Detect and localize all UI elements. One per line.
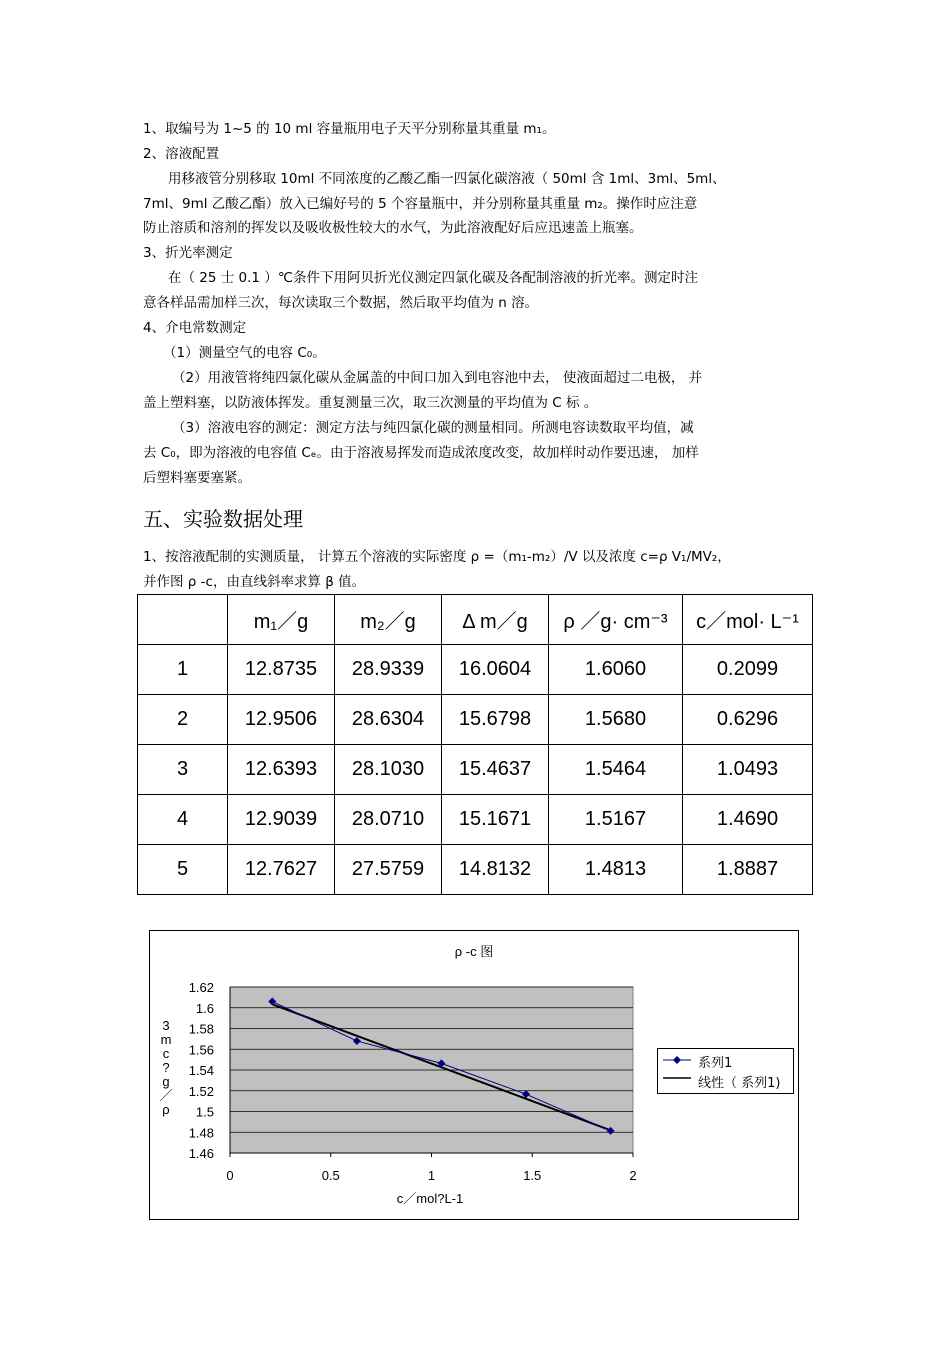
y-axis-label: 3 m c ? g ／ ρ	[159, 1018, 173, 1117]
table-cell: 15.1671	[442, 795, 549, 845]
table-cell: 15.6798	[442, 695, 549, 745]
step-2-line-1: 用移液管分别移取 10ml 不同浓度的乙酸乙酯一四氯化碳溶液（ 50ml 含 1ml、3ml、5ml、	[168, 171, 726, 187]
x-tick-label: 2	[629, 1168, 637, 1183]
x-axis-label: c／mol?L-1	[396, 1191, 464, 1206]
table-cell: 1	[138, 645, 228, 695]
table-cell: 16.0604	[442, 645, 549, 695]
step-4-line-3: 盖上塑料塞，以防液体挥发。重复测量三次，取三次测量的平均值为 C 标 。	[143, 395, 598, 411]
step-4-line-1: （1）测量空气的电容 C₀。	[163, 345, 326, 361]
table-cell: 15.4637	[442, 745, 549, 795]
step-4-title: 4、介电常数测定	[143, 320, 247, 336]
step-2-line-2: 7ml、9ml 乙酸乙酯）放入已编好号的 5 个容量瓶中，并分别称量其重量 m₂。操作时应注意	[143, 196, 698, 212]
section-5-line-1: 1、按溶液配制的实测质量， 计算五个溶液的实际密度 ρ =（m₁-m₂）/V 以及浓度 c=ρ V₁/MV₂，	[143, 549, 731, 565]
section-5-line-2: 并作图 ρ -c，由直线斜率求算 β 值。	[143, 574, 366, 590]
table-cell: 12.6393	[228, 745, 335, 795]
header-cell: ρ ／g· cm⁻³	[549, 595, 683, 645]
table-cell: 28.1030	[335, 745, 442, 795]
header-cell: Δ m／g	[442, 595, 549, 645]
legend-trendline-marker	[662, 1075, 692, 1081]
y-tick-label: 1.56	[188, 1042, 214, 1058]
x-tick-label: 0	[226, 1168, 234, 1183]
header-cell: m₁／g	[228, 595, 335, 645]
x-tick-label: 1	[427, 1168, 436, 1183]
step-4-line-5: 去 C₀，即为溶液的电容值 Cₑ。由于溶液易挥发而造成浓度改变，故加样时动作要迅速， 加样	[143, 445, 699, 461]
table-cell: 5	[138, 845, 228, 895]
y-tick-label: 1.5	[195, 1104, 214, 1120]
header-cell: c／mol· L⁻¹	[683, 595, 813, 645]
legend-trendline-label: 线性（ 系列1)	[698, 1076, 781, 1091]
table-cell: 1.4813	[549, 845, 683, 895]
table-cell: 2	[138, 695, 228, 745]
legend-series-marker	[662, 1054, 692, 1066]
table-cell: 1.0493	[683, 745, 813, 795]
step-3-line-2: 意各样品需加样三次，每次读取三个数据，然后取平均值为 n 溶。	[143, 295, 539, 311]
table-cell: 12.9039	[228, 795, 335, 845]
table-cell: 1.6060	[549, 645, 683, 695]
y-tick-label: 1.54	[188, 1063, 214, 1078]
y-tick-label: 1.52	[188, 1083, 214, 1099]
table-cell: 1.5464	[549, 745, 683, 795]
table-cell: 12.9506	[228, 695, 335, 745]
y-tick-label: 1.46	[188, 1146, 214, 1161]
step-2-title: 2、溶液配置	[143, 146, 220, 162]
step-3-line-1: 在（ 25 士 0.1 ）℃条件下用阿贝折光仪测定四氯化碳及各配制溶液的折光率。测定时注	[168, 270, 698, 286]
y-tick-label: 1.6	[195, 1000, 214, 1016]
step-4-line-6: 后塑料塞要塞紧。	[143, 470, 251, 486]
chart-legend	[657, 1048, 794, 1094]
table-cell: 1.5167	[549, 795, 683, 845]
table-cell: 28.6304	[335, 695, 442, 745]
x-tick-label: 0.5	[321, 1168, 340, 1183]
legend-series-label: 系列1	[698, 1056, 733, 1071]
table-cell: 1.5680	[549, 695, 683, 745]
table-cell: 12.7627	[228, 845, 335, 895]
table-cell: 4	[138, 795, 228, 845]
x-tick-label: 1.5	[523, 1168, 542, 1183]
table-cell: 28.0710	[335, 795, 442, 845]
y-tick-label: 1.58	[188, 1021, 214, 1037]
table-cell: 1.4690	[683, 795, 813, 845]
header-cell: m₂／g	[335, 595, 442, 645]
table-cell: 3	[138, 745, 228, 795]
y-tick-label: 1.62	[188, 980, 214, 995]
table-cell: 0.2099	[683, 645, 813, 695]
step-2-line-3: 防止溶质和溶剂的挥发以及吸收极性较大的水气，为此溶液配好后应迅速盖上瓶塞。	[143, 220, 643, 236]
table-cell: 14.8132	[442, 845, 549, 895]
table-cell: 0.6296	[683, 695, 813, 745]
step-3-title: 3、折光率测定	[143, 245, 233, 261]
table-cell: 28.9339	[335, 645, 442, 695]
table-cell: 12.8735	[228, 645, 335, 695]
section-5-heading: 五、实验数据处理	[143, 507, 303, 531]
table-cell: 1.8887	[683, 845, 813, 895]
y-tick-label: 1.48	[188, 1125, 214, 1141]
step-1-text: 1、取编号为 1~5 的 10 ml 容量瓶用电子天平分别称量其重量 m₁。	[143, 121, 556, 137]
chart-title: ρ -c 图	[454, 944, 494, 959]
step-4-line-4: （3）溶液电容的测定：测定方法与纯四氯化碳的测量相同。所测电容读数取平均值，减	[172, 420, 694, 436]
table-cell: 27.5759	[335, 845, 442, 895]
step-4-line-2: （2）用液管将纯四氯化碳从金属盖的中间口加入到电容池中去， 使液面超过二电极， 并	[172, 370, 703, 386]
